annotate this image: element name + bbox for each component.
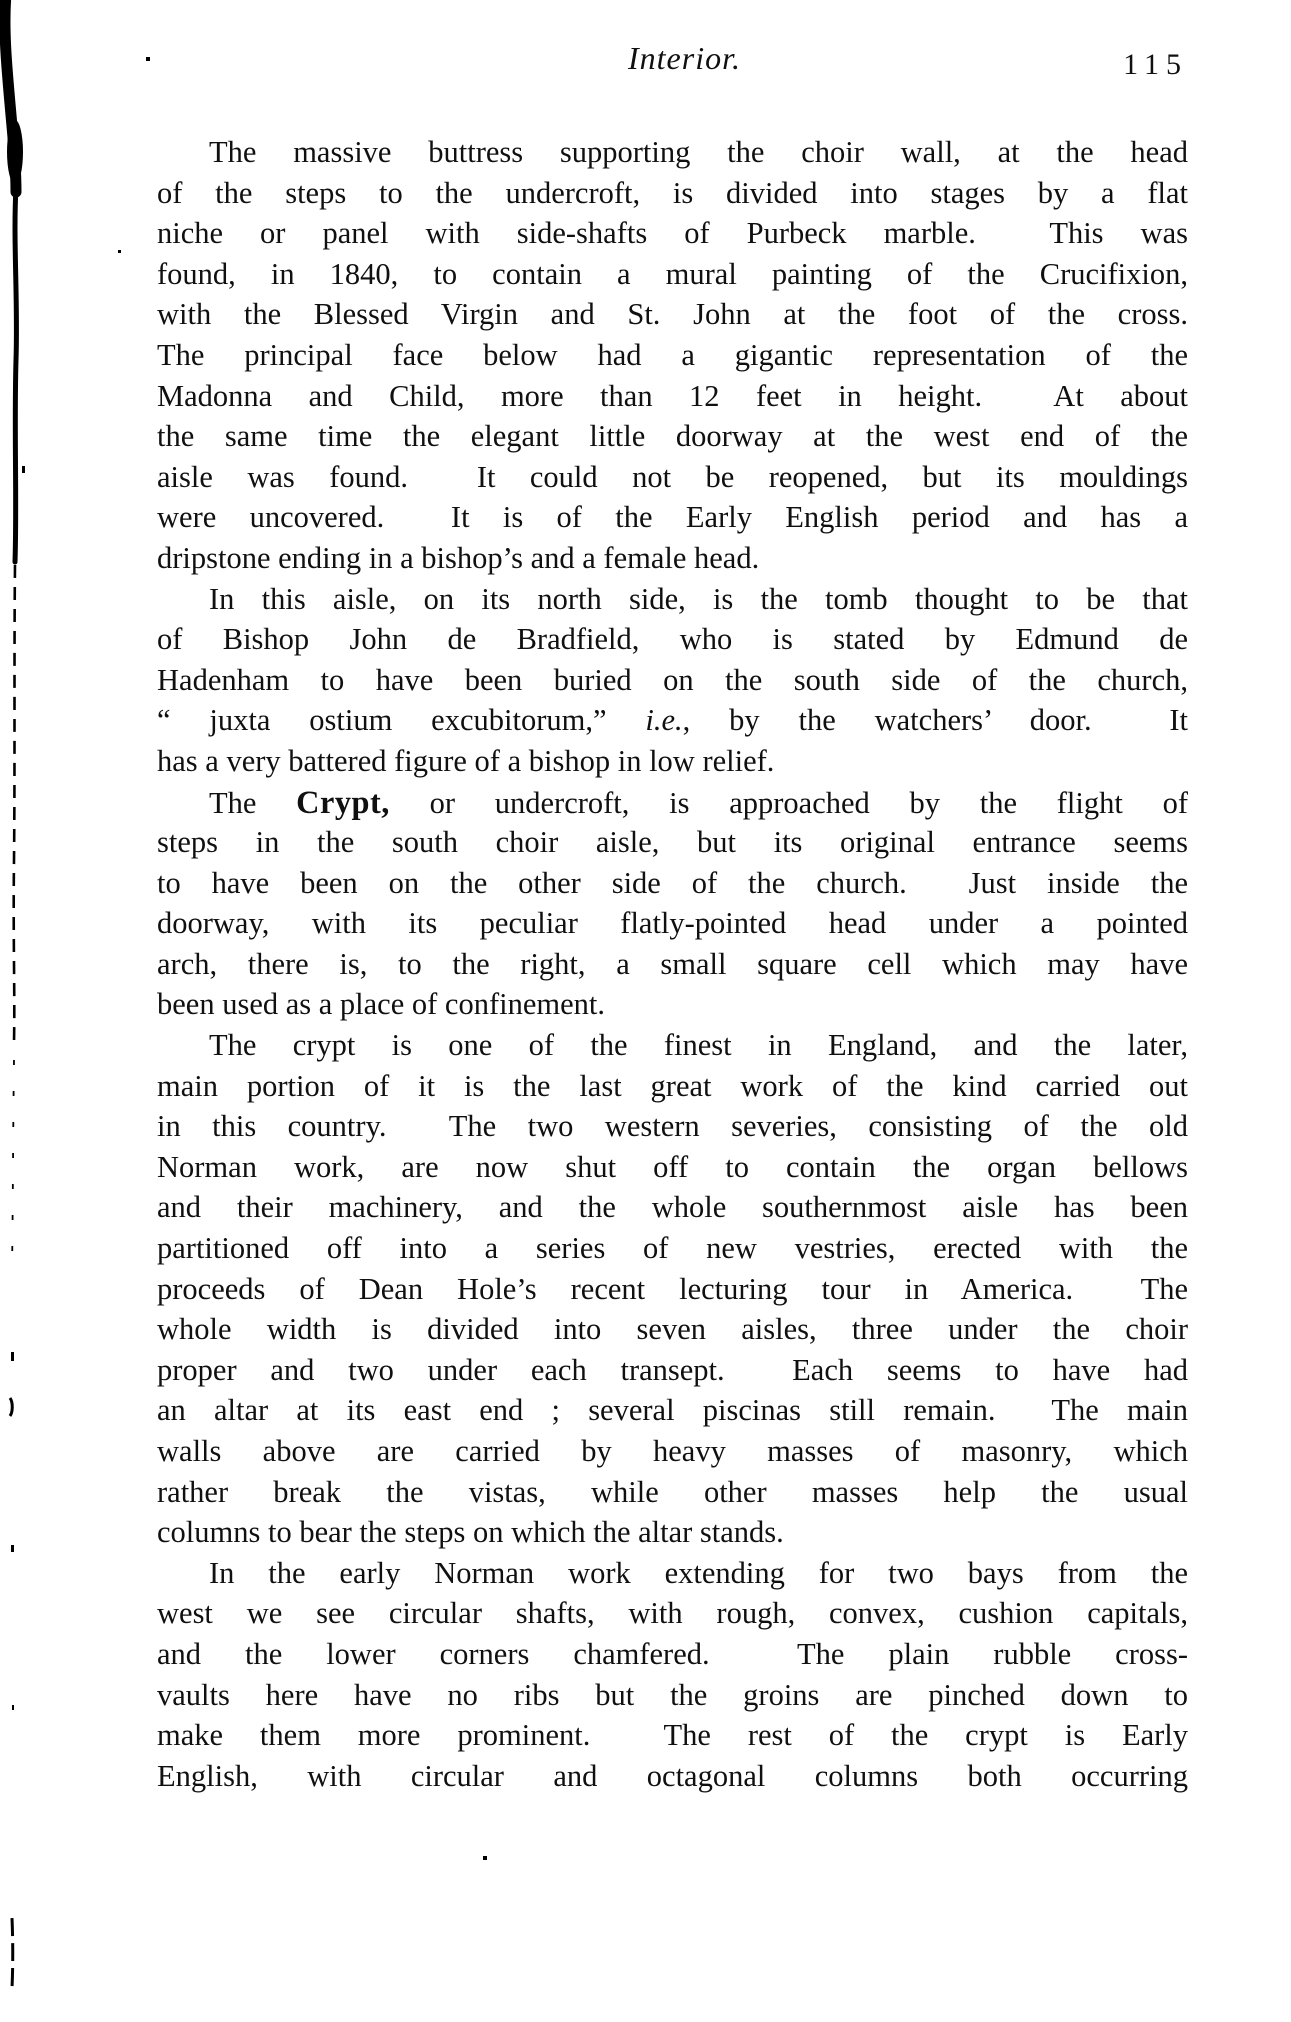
text-segment: been used as a place of confinement. [157,987,605,1022]
text-line [157,700,1188,741]
paragraph [157,579,1188,782]
text-line [157,1309,1188,1350]
text-segment: aisle was found. It could not be reopened, but its mouldings [157,459,1188,494]
text-line [157,1269,1188,1310]
text-segment: were uncovered. It is of the Early English period and has a [157,500,1188,535]
text-segment: “ juxta ostium excubitorum,” [157,703,646,738]
text-segment: walls above are carried by heavy masses of masonry, which [157,1434,1188,1468]
text-line [157,376,1188,417]
text-line [157,294,1188,335]
text-block [157,132,1188,1796]
text-segment: rather break the vistas, while other masses help the usual [157,1474,1188,1509]
text-line [157,1025,1188,1066]
text-segment: of Bishop John de Bradfield, who is stated by Edmund de [157,622,1188,657]
text-segment: The massive buttress supporting the choir wall, at the head [209,135,1188,169]
text-line [157,1553,1188,1594]
text-line [157,822,1188,863]
running-header [157,40,1188,90]
text-line [157,944,1188,985]
text-line [157,1187,1188,1228]
text-segment: whole width is divided into seven aisles, three under the choir [157,1312,1188,1347]
text-segment: The crypt is one of the finest in England, and the later, [209,1028,1188,1063]
text-segment: dripstone ending in a bishop’s and a female head. [157,540,760,575]
text-segment: main portion of it is the last great work of the kind carried out [157,1068,1188,1103]
page-title: Interior. [628,40,741,76]
text-line [157,863,1188,904]
text-segment: niche or panel with side-shafts of Purbeck marble. This was [157,216,1188,251]
text-segment: Madonna and Child, more than 12 feet in height. At about [157,378,1188,413]
italic-term: i.e. [645,703,683,738]
text-line [157,1472,1188,1513]
text-line [157,335,1188,376]
text-segment: doorway, with its peculiar flatly-pointed head under a pointed [157,906,1188,941]
text-segment: The [209,785,297,820]
text-line [157,1066,1188,1107]
text-segment: west we see circular shafts, with rough, convex, cushion capitals, [157,1596,1188,1631]
text-line [157,457,1188,498]
text-line [157,416,1188,457]
text-segment: , by the watchers’ door. It [682,703,1188,738]
text-segment: Norman work, are now shut off to contain the organ bellows [157,1149,1188,1184]
text-line [157,213,1188,254]
text-segment: steps in the south choir aisle, but its original entrance seems [157,825,1188,860]
text-line [157,619,1188,660]
text-segment: proper and two under each transept. Each seems to have had [157,1352,1188,1387]
text-line [157,1715,1188,1756]
text-line [157,538,1188,579]
text-line [157,1147,1188,1188]
bold-term: Crypt, [296,783,390,820]
paragraph [157,1025,1188,1553]
text-segment: and the lower corners chamfered. The plain rubble cross- [157,1636,1188,1671]
text-line [157,1634,1188,1675]
text-segment: arch, there is, to the right, a small square cell which may have [157,946,1188,981]
text-segment: of the steps to the undercroft, is divided into stages by a flat [157,175,1188,210]
text-line [157,173,1188,214]
text-line [157,1390,1188,1431]
text-segment: vaults here have no ribs but the groins are pinched down to [157,1677,1188,1712]
text-segment: proceeds of Dean Hole’s recent lecturing tour in America. The [157,1271,1188,1306]
text-line [157,1675,1188,1716]
text-line [157,1431,1188,1472]
text-segment: partitioned off into a series of new vestries, erected with the [157,1231,1188,1266]
text-segment: with the Blessed Virgin and St. John at the foot of the cross. [157,297,1188,332]
text-line [157,741,1188,782]
text-segment: The principal face below had a gigantic representation of the [157,337,1188,372]
paragraph [157,1553,1188,1797]
text-segment: columns to bear the steps on which the altar stands. [157,1515,784,1550]
text-segment: In the early Norman work extending for two bays from the [209,1555,1188,1590]
text-line [157,497,1188,538]
text-segment: and their machinery, and the whole southernmost aisle has been [157,1190,1188,1225]
text-line [157,254,1188,295]
text-segment: In this aisle, on its north side, is the tomb thought to be that [209,581,1188,616]
text-line [157,903,1188,944]
text-line [157,1350,1188,1391]
text-line [157,1756,1188,1797]
text-segment: make them more prominent. The rest of the crypt is Early [157,1718,1188,1753]
text-line [157,132,1188,173]
text-line [157,1593,1188,1634]
paragraph [157,132,1188,579]
page-number: 115 [1123,48,1188,81]
paragraph [157,782,1188,1026]
text-line [157,782,1188,823]
text-line [157,984,1188,1025]
text-segment: or undercroft, is approached by the flight of [389,785,1188,820]
text-line [157,1512,1188,1553]
text-segment: Hadenham to have been buried on the south side of the church, [157,662,1188,697]
text-segment: English, with circular and octagonal columns both occurring [157,1758,1188,1793]
text-segment: in this country. The two western severies, consisting of the old [157,1109,1188,1144]
text-line [157,1106,1188,1147]
text-line [157,1228,1188,1269]
text-segment: an altar at its east end ; several piscinas still remain. The main [157,1393,1188,1428]
text-segment: has a very battered figure of a bishop in low relief. [157,743,775,778]
text-line [157,660,1188,701]
text-line [157,579,1188,620]
text-segment: the same time the elegant little doorway at the west end of the [157,419,1188,454]
text-segment: to have been on the other side of the church. Just inside the [157,865,1188,900]
text-segment: found, in 1840, to contain a mural painting of the Crucifixion, [157,256,1188,291]
